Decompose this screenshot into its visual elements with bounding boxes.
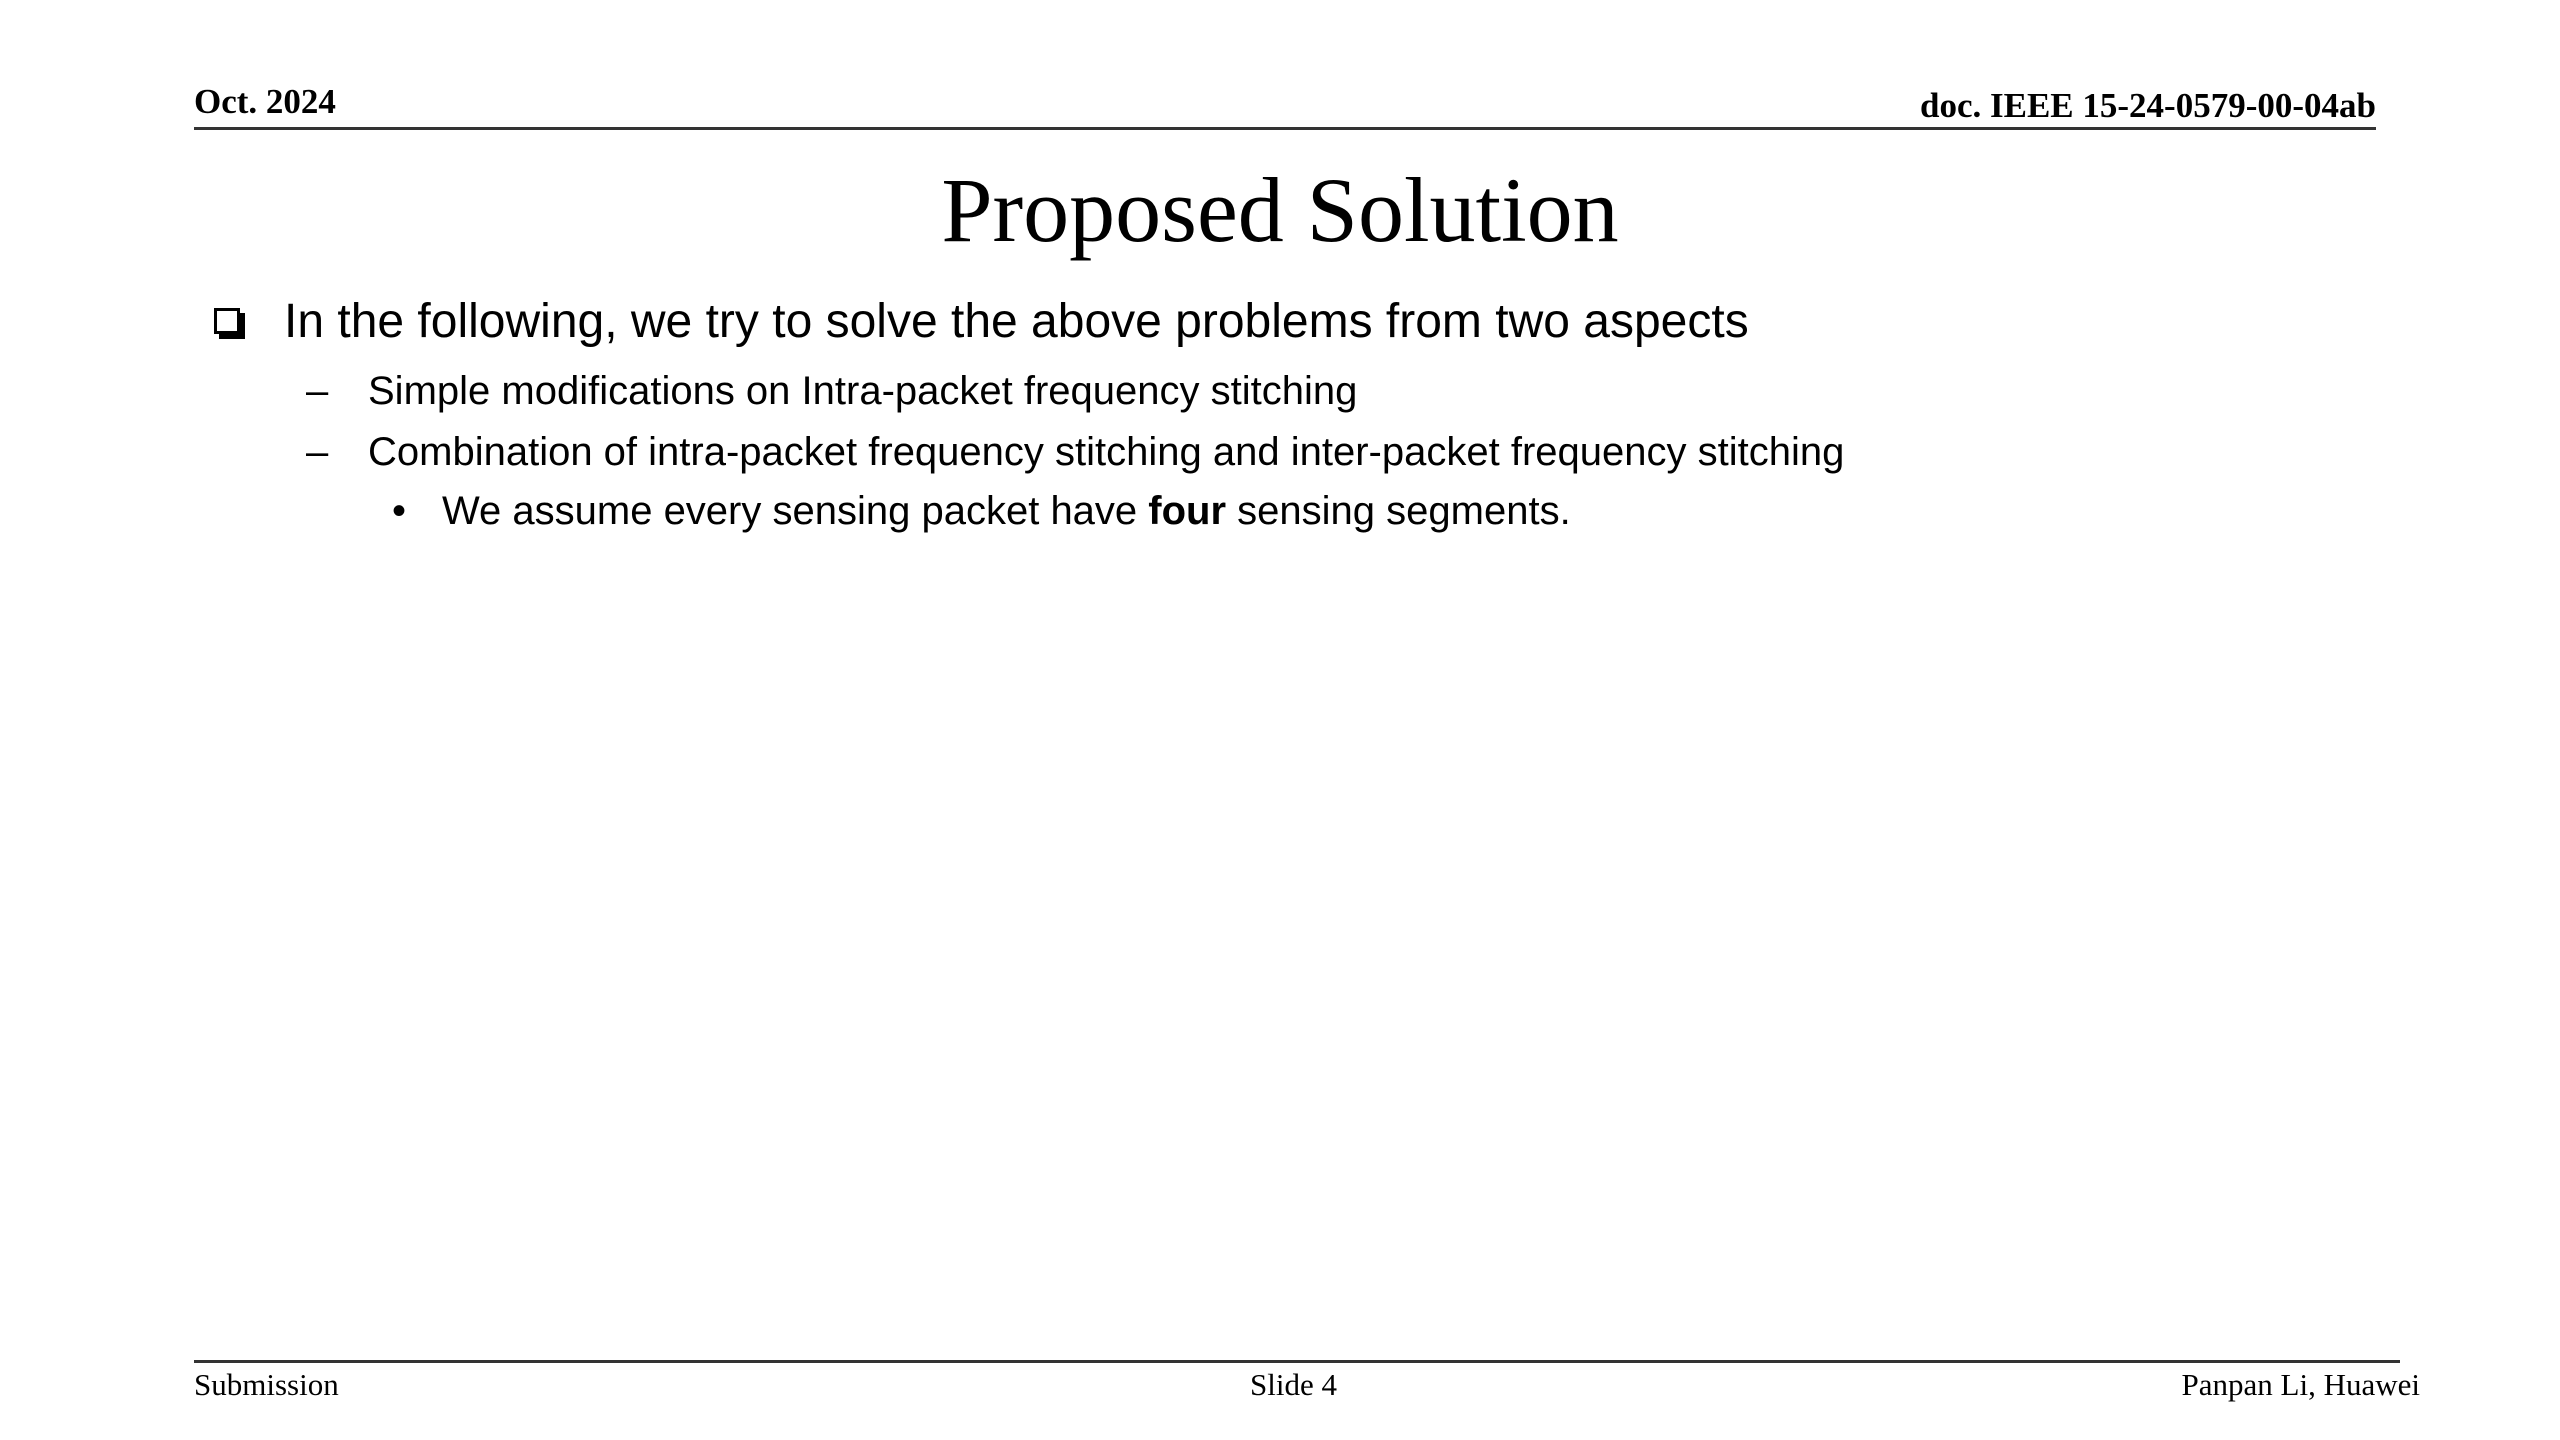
dot-marker: •: [392, 489, 407, 533]
checkbox-bullet-icon: [214, 308, 240, 334]
bullet-level1-text: In the following, we try to solve the above problems from two aspects: [284, 295, 1749, 348]
bullet-level2-text: Combination of intra-packet frequency stitching and inter-packet frequency stitching: [368, 430, 1845, 474]
footer-slide-number: Slide 4: [1250, 1367, 1337, 1402]
footer-submission: Submission: [194, 1367, 339, 1402]
bullet-level3-bold: four: [1148, 489, 1227, 533]
header-divider: [194, 127, 2376, 130]
header-date: Oct. 2024: [194, 82, 336, 121]
footer-divider: [194, 1360, 2400, 1363]
footer-author: Panpan Li, Huawei: [2181, 1367, 2420, 1402]
bullet-level3-text: [442, 486, 1571, 536]
bullet-level2-text: Simple modifications on Intra-packet frequency stitching: [368, 369, 1358, 413]
dash-marker: –: [306, 369, 329, 413]
dash-marker: –: [306, 430, 329, 474]
slide-title: Proposed Solution: [941, 159, 1619, 261]
bullet-level3-text-after: sensing segments.: [1226, 489, 1571, 533]
bullet-level3-text-before: We assume every sensing packet have: [442, 489, 1149, 533]
header-doc-id: doc. IEEE 15-24-0579-00-04ab: [1920, 86, 2376, 125]
